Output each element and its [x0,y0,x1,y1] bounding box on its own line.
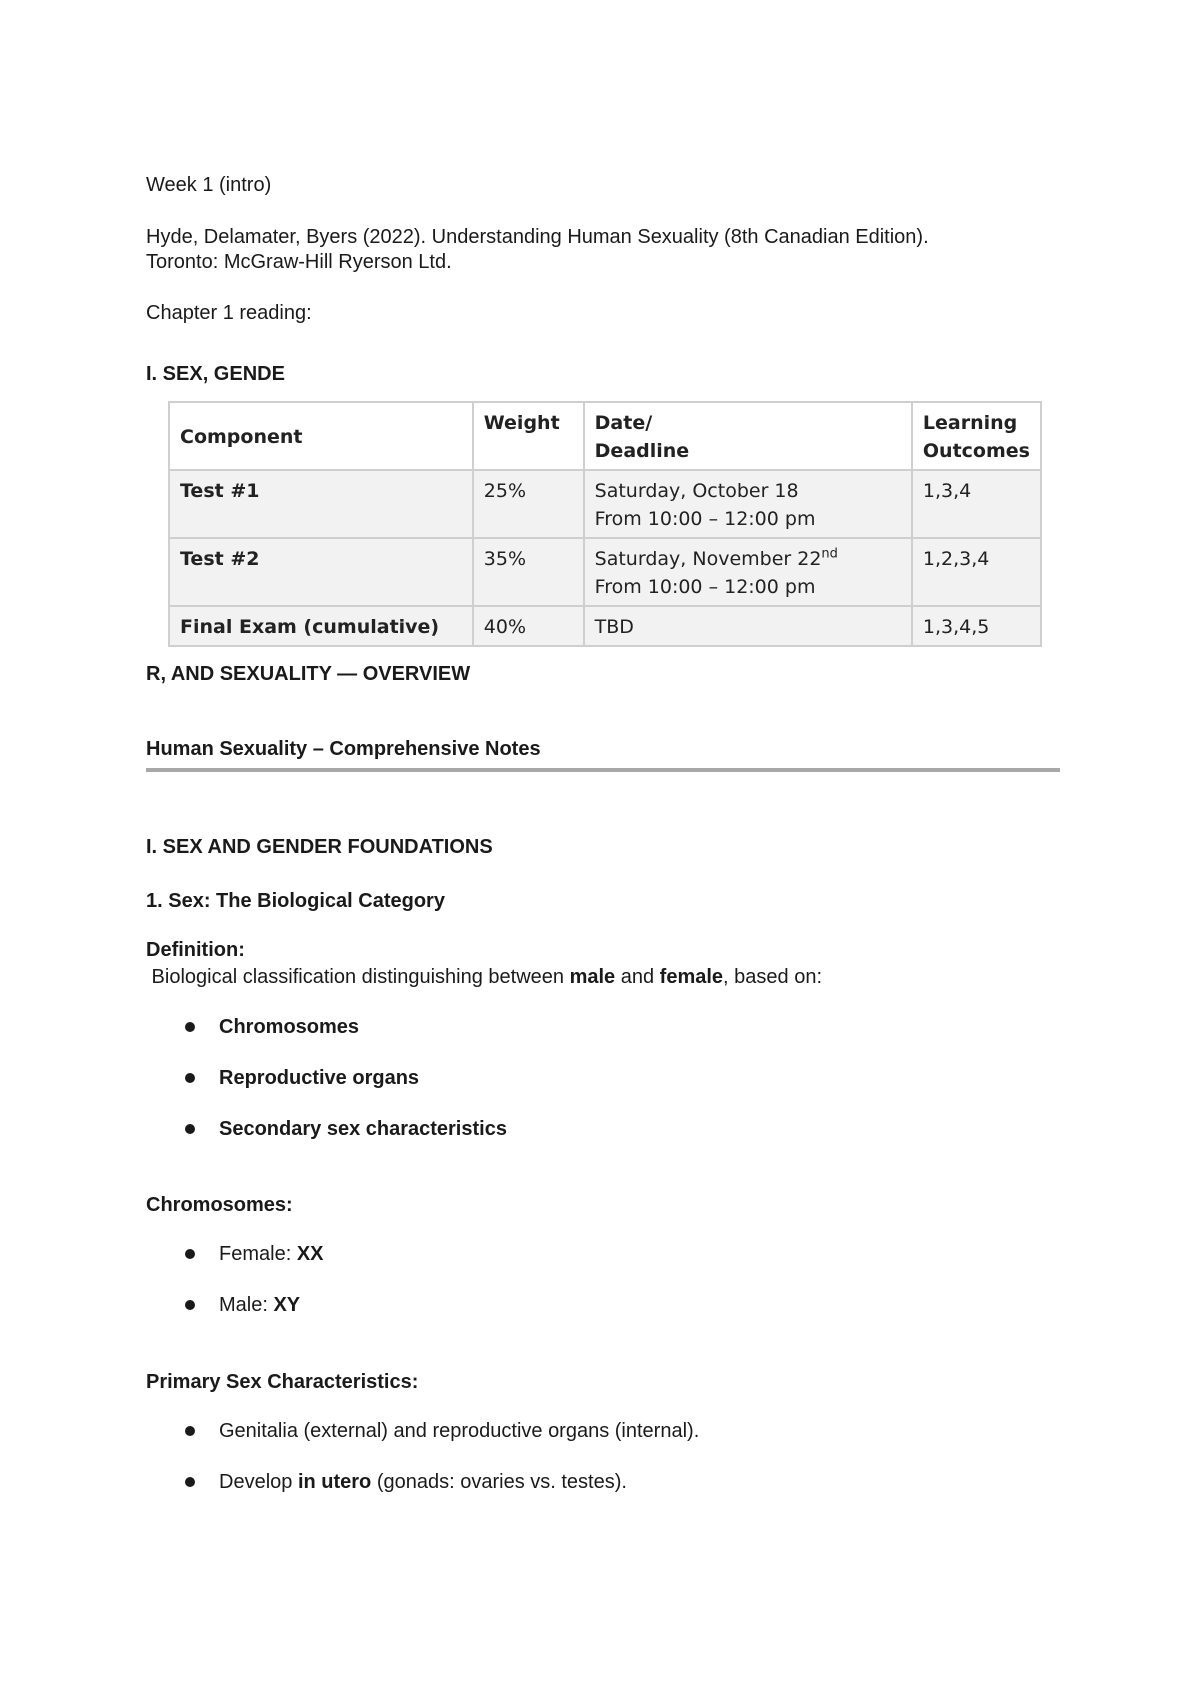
cell-component: Test #1 [169,470,473,538]
cell-component: Test #2 [169,538,473,606]
cell-weight: 35% [473,538,584,606]
cell-component: Final Exam (cumulative) [169,606,473,646]
bullet-icon [185,1124,195,1134]
header-component: Component [169,402,473,470]
foundations-heading: I. SEX AND GENDER FOUNDATIONS [146,836,493,858]
cell-outcomes: 1,3,4 [912,470,1041,538]
section-heading-part-2: R, AND SEXUALITY — OVERVIEW [146,663,471,685]
notes-title: Human Sexuality – Comprehensive Notes [146,738,541,760]
sex-subheading: 1. Sex: The Biological Category [146,890,445,912]
cell-date: Saturday, November 22nd From 10:00 – 12:00 pm [584,538,912,606]
header-date: Date/ Deadline [584,402,912,470]
cell-outcomes: 1,3,4,5 [912,606,1041,646]
table-row [169,538,1041,606]
cell-date: Saturday, October 18 From 10:00 – 12:00 pm [584,470,912,538]
bullet-icon [185,1426,195,1436]
chromosomes-label: Chromosomes: [146,1194,293,1216]
week-label: Week 1 (intro) [146,174,272,196]
primary-characteristics-label: Primary Sex Characteristics: [146,1371,419,1393]
grade-table [168,401,1042,647]
section-heading-part-1: I. SEX, GENDE [146,363,285,385]
definition-text: Biological classification distinguishing between male and female, based on: [146,966,822,988]
cell-date: TBD [584,606,912,646]
table-row [169,606,1041,646]
bullet-icon [185,1073,195,1083]
bullet-icon [185,1477,195,1487]
citation-line-1: Hyde, Delamater, Byers (2022). Understanding Human Sexuality (8th Canadian Edition). [146,226,929,248]
bullet-icon [185,1300,195,1310]
cell-weight: 25% [473,470,584,538]
bullet-icon [185,1249,195,1259]
citation-line-2: Toronto: McGraw-Hill Ryerson Ltd. [146,251,452,273]
cell-outcomes: 1,2,3,4 [912,538,1041,606]
cell-weight: 40% [473,606,584,646]
header-weight: Weight [473,402,584,470]
chapter-reading-label: Chapter 1 reading: [146,302,312,324]
title-divider [146,768,1060,772]
definition-label: Definition: [146,939,245,961]
header-outcomes: Learning Outcomes [912,402,1041,470]
table-header-row [169,402,1041,470]
bullet-icon [185,1022,195,1032]
table-row [169,470,1041,538]
